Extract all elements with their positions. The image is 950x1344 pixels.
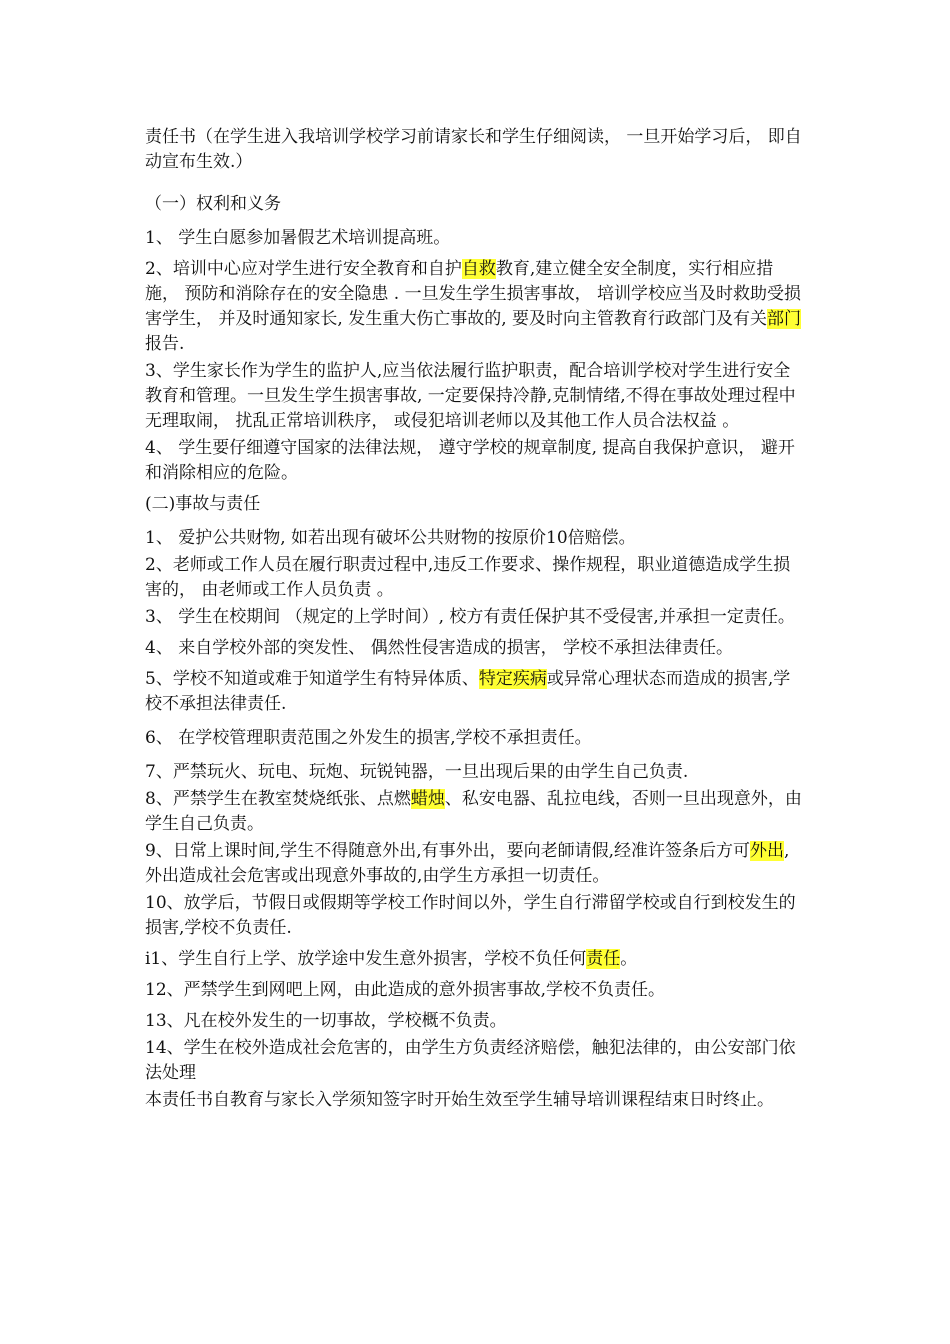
highlight-text: 蜡烛: [410, 789, 445, 809]
clause-2-9: 9、日常上课时间,学生不得随意外出,有事外出，要向老師请假,经准许签条后方可外出,外出造成社会危害或出现意外事故的,由学生方承担一切责任。: [145, 841, 790, 886]
clause-2-8: 8、严禁学生在教室焚烧纸张、点燃蜡烛、私安电器、乱拉电线，否则一旦出现意外，由学生自己负责。: [145, 789, 802, 834]
clause-2-2: 2、老师或工作人员在履行职责过程中,违反工作要求、操作规程，职业道德造成学生损害的， 由老师或工作人员负责 。: [145, 555, 791, 600]
clause-2-10: 10、放学后，节假日或假期等学校工作时间以外，学生自行滞留学校或自行到校发生的损害,学校不负责任.: [145, 893, 796, 938]
section-heading-accidents-liability: (二)事故与责任: [145, 494, 261, 514]
section-heading-rights-duties: （一）权利和义务: [145, 194, 281, 214]
clause-1-3: 3、学生家长作为学生的监护人,应当依法履行监护职责，配合培训学校对学生进行安全教育和管理。一旦发生学生损害事故, 一定要保持冷静,克制情绪,不得在事故处理过程中无理取闹， 扰乱正常培训秩序， 或侵犯培训老师以及其他工作人员合法权益 。: [145, 361, 796, 431]
highlight-text: 特定疾病: [478, 669, 547, 689]
highlight-text: 责任: [586, 949, 621, 969]
highlight-text: 自救: [461, 259, 496, 279]
clause-2-12: 12、严禁学生到网吧上网，由此造成的意外损害事故,学校不负责任。: [145, 980, 666, 1000]
document-intro: 责任书（在学生进入我培训学校学习前请家长和学生仔细阅读， 一旦开始学习后， 即自动宣布生效.）: [145, 127, 802, 172]
clause-1-1: 1、 学生白愿参加暑假艺术培训提高班。: [145, 228, 451, 248]
clause-2-5: 5、学校不知道或难于知道学生有特异体质、特定疾病或异常心理状态而造成的损害,学校不承担法律责任.: [145, 669, 791, 714]
clause-2-3: 3、 学生在校期间 （规定的上学时间）, 校方有责任保护其不受侵害,并承担一定责任。: [145, 607, 795, 627]
clause-2-4: 4、 来自学校外部的突发性、 偶然性侵害造成的损害， 学校不承担法律责任。: [145, 638, 734, 658]
clause-2-1: 1、 爱护公共财物, 如若出现有破坏公共财物的按原价10倍赔偿。: [145, 528, 636, 548]
highlight-text: 部门: [767, 309, 802, 329]
highlight-text: 外出: [750, 841, 785, 861]
clause-2-7: 7、严禁玩火、玩电、玩炮、玩锐钝器，一旦出现后果的由学生自己负责.: [145, 762, 689, 782]
clause-2-13: 13、凡在校外发生的一切事故，学校概不负责。: [145, 1011, 507, 1031]
clause-2-6: 6、 在学校管理职责范围之外发生的损害,学校不承担责任。: [145, 728, 592, 748]
clause-2-14: 14、学生在校外造成社会危害的，由学生方负责经济赔偿，触犯法律的，由公安部门依法处理: [145, 1038, 796, 1083]
document-closing: 本责任书自教育与家长入学须知签字时开始生效至学生辅导培训课程结束日时终止。: [145, 1090, 774, 1110]
document-body: [145, 125, 805, 1113]
clause-2-11: i1、学生自行上学、放学途中发生意外损害，学校不负任何责任。: [145, 949, 638, 969]
clause-1-4: 4、 学生要仔细遵守国家的法律法规， 遵守学校的规章制度, 提高自我保护意识， 避开和消除相应的危险。: [145, 438, 795, 483]
clause-1-2: 2、培训中心应对学生进行安全教育和自护自救教育,建立健全安全制度，实行相应措施， 预防和消除存在的安全隐患 . 一旦发生学生损害事故， 培训学校应当及时救助受损害学生， 并及时通知家长, 发生重大伤亡事故的, 要及时向主管教育行政部门及有关部门报告.: [145, 259, 802, 354]
